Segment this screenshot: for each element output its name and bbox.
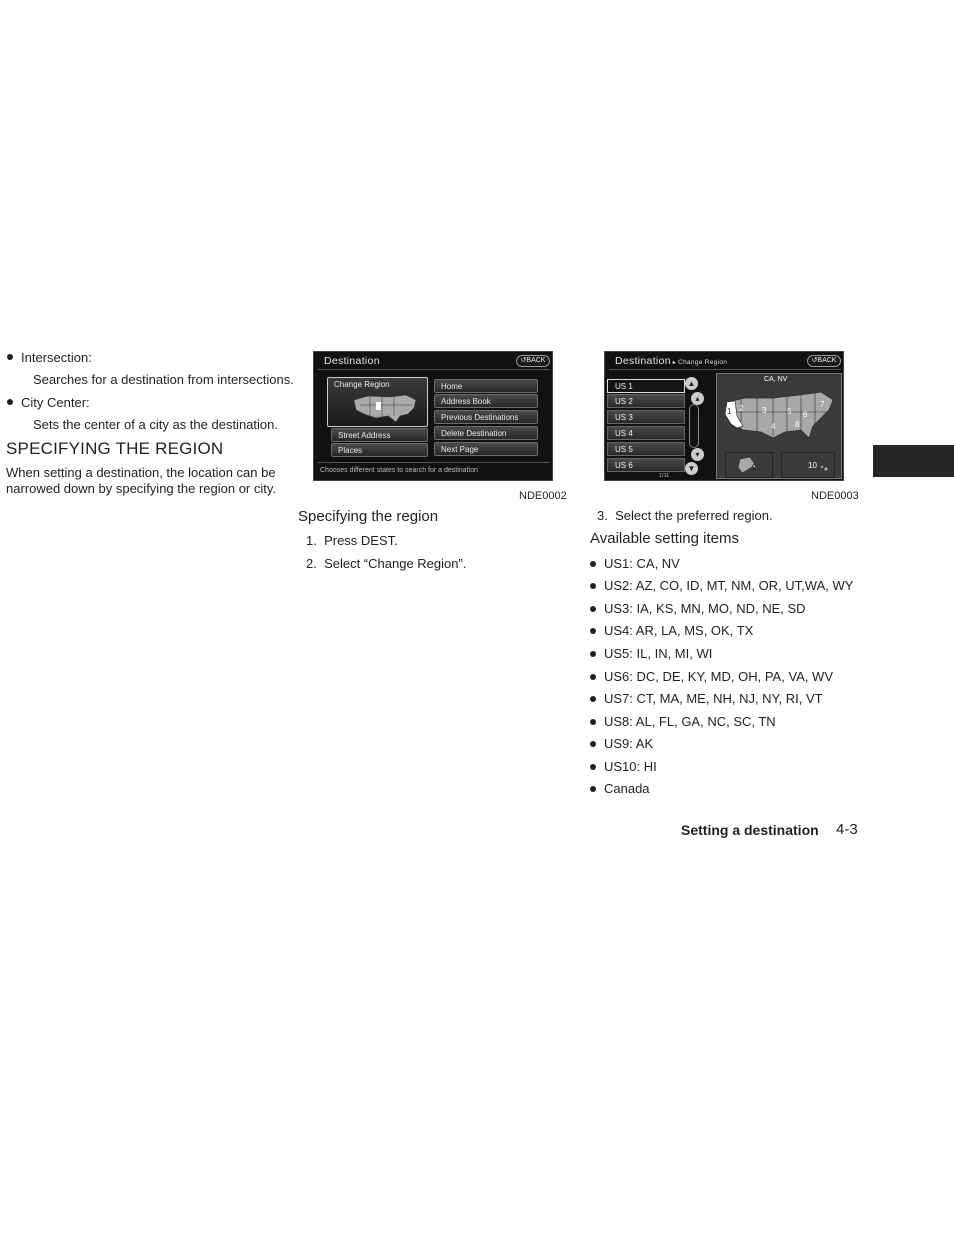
setting-item: US3: IA, KS, MN, MO, ND, NE, SD: [604, 601, 806, 616]
bullet-dot: [7, 354, 13, 360]
step-3: 3. Select the preferred region.: [597, 508, 773, 523]
map-number: 7: [820, 400, 825, 409]
setting-item: US4: AR, LA, MS, OK, TX: [604, 623, 754, 638]
next-page-button[interactable]: Next Page: [434, 442, 538, 456]
figure-caption-2: NDE0003: [811, 490, 859, 502]
scroll-up-icon[interactable]: ▴: [691, 392, 704, 405]
title-text: Destination: [615, 355, 671, 367]
bullet-dot: [590, 628, 596, 634]
map-number: 10: [808, 461, 817, 470]
bullet-dot: [590, 786, 596, 792]
intersection-description: Searches for a destination from intersections.: [33, 372, 294, 387]
footer-page-number: 4-3: [836, 821, 858, 838]
change-region-label: Change Region: [334, 380, 390, 389]
address-book-button[interactable]: Address Book: [434, 394, 538, 408]
bullet-dot: [590, 719, 596, 725]
places-button[interactable]: Places: [331, 443, 428, 457]
title-divider: [318, 369, 550, 370]
status-divider: [318, 462, 550, 463]
setting-item: US8: AL, FL, GA, NC, SC, TN: [604, 714, 776, 729]
scroll-down-icon[interactable]: ▾: [691, 448, 704, 461]
map-number: 8: [795, 420, 800, 429]
bullet-dot: [590, 764, 596, 770]
region-map-panel: [716, 373, 842, 479]
region-us3-button[interactable]: US 3: [607, 410, 685, 424]
chapter-tab: [873, 445, 954, 477]
map-region-label: CA, NV: [764, 376, 788, 383]
available-items-heading: Available setting items: [590, 530, 739, 547]
map-number: 9: [752, 463, 757, 472]
map-number: 6: [803, 410, 808, 419]
city-center-description: Sets the center of a city as the destination.: [33, 417, 278, 432]
back-arrow-icon: ↺: [811, 357, 818, 364]
section-paragraph-line-1: When setting a destination, the location can be: [6, 465, 276, 480]
map-number: 4: [771, 422, 776, 431]
screen-title: Destination: [324, 355, 380, 367]
bullet-dot: [7, 399, 13, 405]
title-separator: ▸: [670, 360, 679, 366]
us-map-thumbnail: [350, 392, 420, 424]
back-arrow-icon: ↺: [520, 357, 527, 364]
screen-title: [615, 355, 727, 367]
step-2: 2. Select “Change Region”.: [306, 556, 467, 571]
page-down-icon[interactable]: ▼: [685, 462, 698, 475]
setting-item: US10: HI: [604, 759, 657, 774]
back-button[interactable]: [516, 355, 550, 367]
back-label: BACK: [526, 357, 546, 364]
page-up-icon[interactable]: ▲: [685, 377, 698, 390]
previous-destinations-button[interactable]: Previous Destinations: [434, 410, 538, 424]
bullet-dot: [590, 741, 596, 747]
street-address-button[interactable]: Street Address: [331, 428, 428, 442]
scrollbar-track[interactable]: [689, 404, 699, 448]
bullet-dot: [590, 606, 596, 612]
alaska-inset: [725, 452, 773, 478]
home-button[interactable]: Home: [434, 379, 538, 393]
hawaii-inset: [781, 452, 835, 478]
bullet-dot: [590, 674, 596, 680]
region-us5-button[interactable]: US 5: [607, 442, 685, 456]
region-us2-button[interactable]: US 2: [607, 394, 685, 408]
status-text: Chooses different states to search for a destination: [320, 467, 478, 474]
page-indicator: 1/11: [659, 473, 670, 479]
bullet-dot: [590, 696, 596, 702]
map-number: 5: [787, 407, 792, 416]
section-heading: SPECIFYING THE REGION: [6, 439, 224, 458]
map-number: 3: [762, 406, 767, 415]
intersection-label: Intersection:: [21, 350, 92, 365]
bullet-dot: [590, 561, 596, 567]
region-us6-button[interactable]: US 6: [607, 458, 685, 472]
title-divider: [609, 369, 841, 370]
region-us1-button[interactable]: US 1: [607, 379, 685, 393]
setting-item: Canada: [604, 781, 650, 796]
figure-caption-1: NDE0002: [519, 490, 567, 502]
setting-item: US6: DC, DE, KY, MD, OH, PA, VA, WV: [604, 669, 833, 684]
step-1: 1. Press DEST.: [306, 533, 398, 548]
delete-destination-button[interactable]: Delete Destination: [434, 426, 538, 440]
footer-section-title: Setting a destination: [681, 822, 819, 838]
hawaii-shape: [820, 465, 830, 473]
map-number: 1: [727, 407, 732, 416]
us-region-map: [721, 386, 839, 450]
destination-menu-screenshot: [313, 351, 553, 481]
setting-item: US5: IL, IN, MI, WI: [604, 646, 713, 661]
bullet-dot: [590, 583, 596, 589]
back-label: BACK: [817, 357, 837, 364]
setting-item: US2: AZ, CO, ID, MT, NM, OR, UT,WA, WY: [604, 578, 854, 593]
setting-item: US9: AK: [604, 736, 654, 751]
bullet-dot: [590, 651, 596, 657]
change-region-screenshot: [604, 351, 844, 481]
back-button[interactable]: [807, 355, 841, 367]
setting-item: US1: CA, NV: [604, 556, 680, 571]
subtitle-text: Change Region: [678, 359, 728, 366]
region-us4-button[interactable]: US 4: [607, 426, 685, 440]
change-region-button[interactable]: [327, 377, 428, 427]
city-center-label: City Center:: [21, 395, 90, 410]
section-paragraph-line-2: narrowed down by specifying the region or city.: [6, 481, 277, 496]
setting-item: US7: CT, MA, ME, NH, NJ, NY, RI, VT: [604, 691, 823, 706]
middle-heading: Specifying the region: [298, 508, 439, 525]
map-number: 2: [739, 404, 744, 413]
